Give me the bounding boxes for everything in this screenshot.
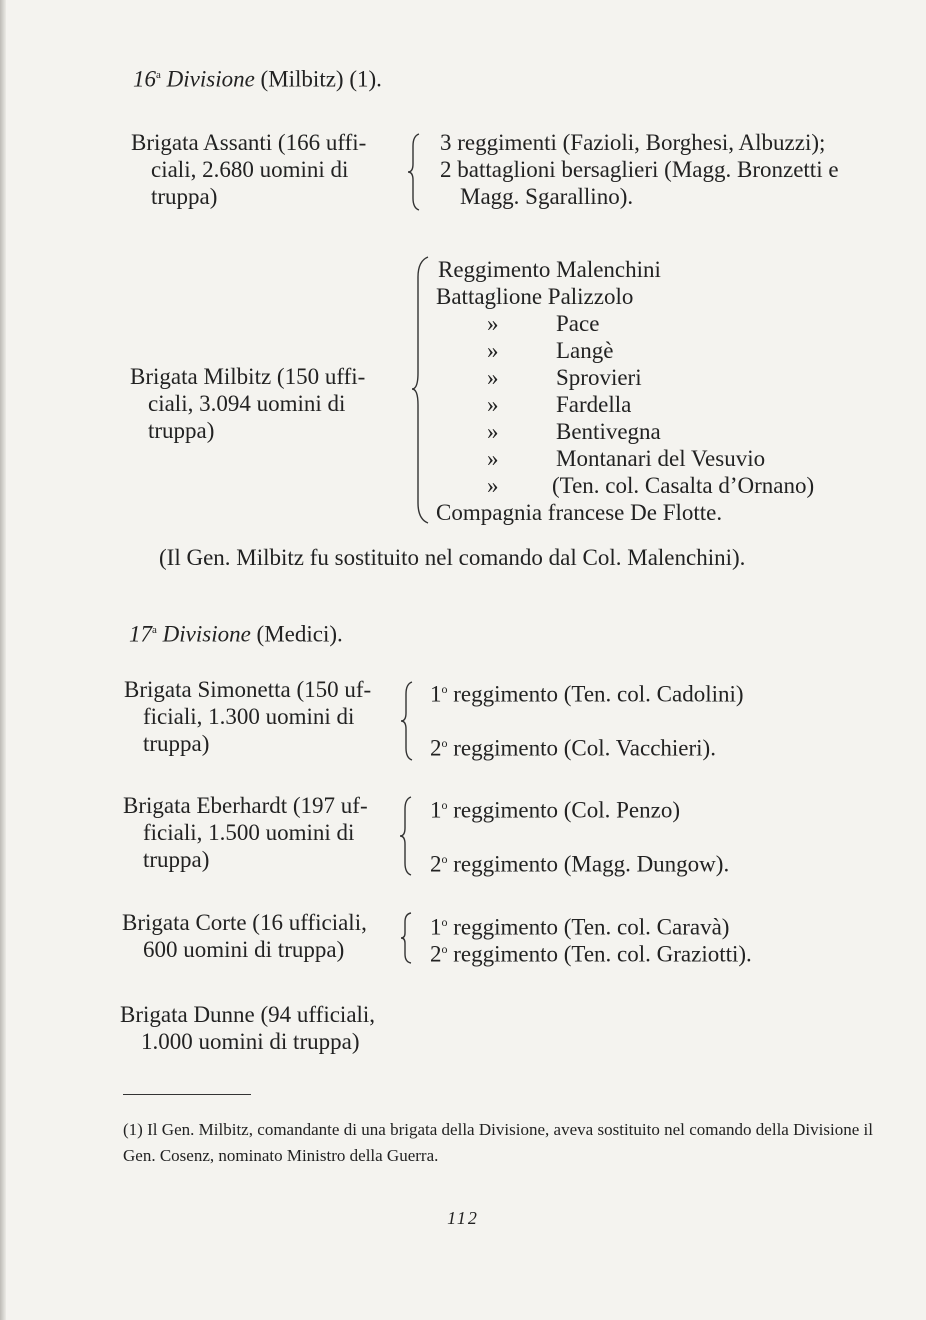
division-16-heading <box>133 62 382 93</box>
ordinal-mark: o <box>441 852 448 866</box>
division-commander: (Milbitz) (1). <box>260 66 382 92</box>
ordinal-mark: o <box>441 736 448 750</box>
regiment-text: reggimento (Col. Penzo) <box>453 797 681 823</box>
battalion-name: Langè <box>556 338 614 363</box>
brigade-name-line: truppa) <box>151 184 218 209</box>
battalion-name: Pace <box>556 311 600 336</box>
brigade-name-line: Brigata Corte (16 ufficiali, <box>122 910 367 935</box>
ordinal-mark: o <box>441 682 448 696</box>
unit-line: Reggimento Malenchini <box>438 257 661 282</box>
unit-line: 2 battaglioni bersaglieri (Magg. Bronzetti e <box>440 157 839 182</box>
division-note: (Il Gen. Milbitz fu sostituito nel comando dal Col. Malenchini). <box>159 545 746 570</box>
unit-line: Compagnia francese De Flotte. <box>436 500 723 525</box>
regiment-text: reggimento (Ten. col. Caravà) <box>453 914 730 940</box>
ordinal-mark: o <box>441 942 448 956</box>
brace-icon <box>400 911 416 965</box>
ordinal: 2 <box>430 941 442 967</box>
battalion-name: Sprovieri <box>556 365 642 390</box>
footnote: (1) Il Gen. Milbitz, comandante di una brigata della Divisione, aveva sostituito nel comando della Divisione il Gen. Cosenz, nominato Ministro della Guerra. <box>123 1120 873 1165</box>
battalion-label: Battaglione <box>436 284 543 309</box>
battalion-name: Fardella <box>556 392 632 417</box>
brigade-name-line: Brigata Assanti (166 uffi- <box>131 130 367 155</box>
unit-line: 3 reggimenti (Fazioli, Borghesi, Albuzzi); <box>440 130 826 155</box>
battalion-name: Montanari del Vesuvio <box>556 446 766 471</box>
ditto-mark: » <box>487 473 499 498</box>
scan-edge <box>0 0 6 1320</box>
unit-line <box>430 676 744 708</box>
ditto-mark: » <box>487 311 499 336</box>
brigade-name-line: ficiali, 1.300 uomini di <box>143 704 355 729</box>
ordinal: 1 <box>430 681 442 707</box>
battalion-name: (Ten. col. Casalta d’Ornano) <box>552 473 815 498</box>
regiment-text: reggimento (Col. Vacchieri). <box>453 735 716 761</box>
brigade-name-line: ciali, 2.680 uomini di <box>151 157 349 182</box>
division-17-heading <box>129 617 343 648</box>
division-sup: a <box>156 69 161 81</box>
division-commander: (Medici). <box>256 621 343 647</box>
page-number: 112 <box>447 1208 479 1228</box>
regiment-text: reggimento (Ten. col. Cadolini) <box>453 681 744 707</box>
brigade-name-line: Brigata Simonetta (150 uf- <box>124 677 372 702</box>
division-number: 17 <box>129 621 152 647</box>
ditto-mark: » <box>487 338 499 363</box>
unit-line <box>430 846 729 878</box>
unit-line <box>436 283 633 310</box>
division-sup: a <box>152 624 157 636</box>
brace-icon <box>410 255 432 525</box>
ordinal-mark: o <box>441 798 448 812</box>
unit-line: Magg. Sgarallino). <box>460 184 634 209</box>
footnote-rule <box>123 1094 251 1095</box>
ditto-mark: » <box>487 365 499 390</box>
ditto-mark: » <box>487 392 499 417</box>
brigade-name-line: ciali, 3.094 uomini di <box>148 391 346 416</box>
brigade-name-line: 1.000 uomini di truppa) <box>141 1029 360 1054</box>
unit-line <box>430 792 680 824</box>
brigade-name-line: truppa) <box>143 847 210 872</box>
division-number: 16 <box>133 66 156 92</box>
brace-icon <box>400 680 418 762</box>
brigade-name-line: truppa) <box>143 731 210 756</box>
division-title: Divisione <box>166 66 255 92</box>
brigade-name-line: truppa) <box>148 418 215 443</box>
ordinal: 2 <box>430 735 442 761</box>
ordinal: 1 <box>430 914 442 940</box>
brace-icon <box>399 795 417 877</box>
unit-line <box>430 936 752 968</box>
regiment-text: reggimento (Magg. Dungow). <box>453 851 730 877</box>
unit-line <box>430 730 716 762</box>
brigade-name-line: Brigata Milbitz (150 uffi- <box>130 364 366 389</box>
brigade-name-line: 600 uomini di truppa) <box>143 937 345 962</box>
ordinal-mark: o <box>441 915 448 929</box>
ditto-mark: » <box>487 419 499 444</box>
ditto-mark: » <box>487 446 499 471</box>
division-title: Divisione <box>162 621 251 647</box>
brigade-name-line: ficiali, 1.500 uomini di <box>143 820 355 845</box>
battalion-name: Palizzolo <box>547 284 634 309</box>
ordinal: 1 <box>430 797 442 823</box>
brigade-name-line: Brigata Dunne (94 ufficiali, <box>120 1002 376 1027</box>
battalion-name: Bentivegna <box>556 419 661 444</box>
regiment-text: reggimento (Ten. col. Graziotti). <box>453 941 752 967</box>
ordinal: 2 <box>430 851 442 877</box>
brace-icon <box>407 132 425 212</box>
brigade-name-line: Brigata Eberhardt (197 uf- <box>123 793 368 818</box>
